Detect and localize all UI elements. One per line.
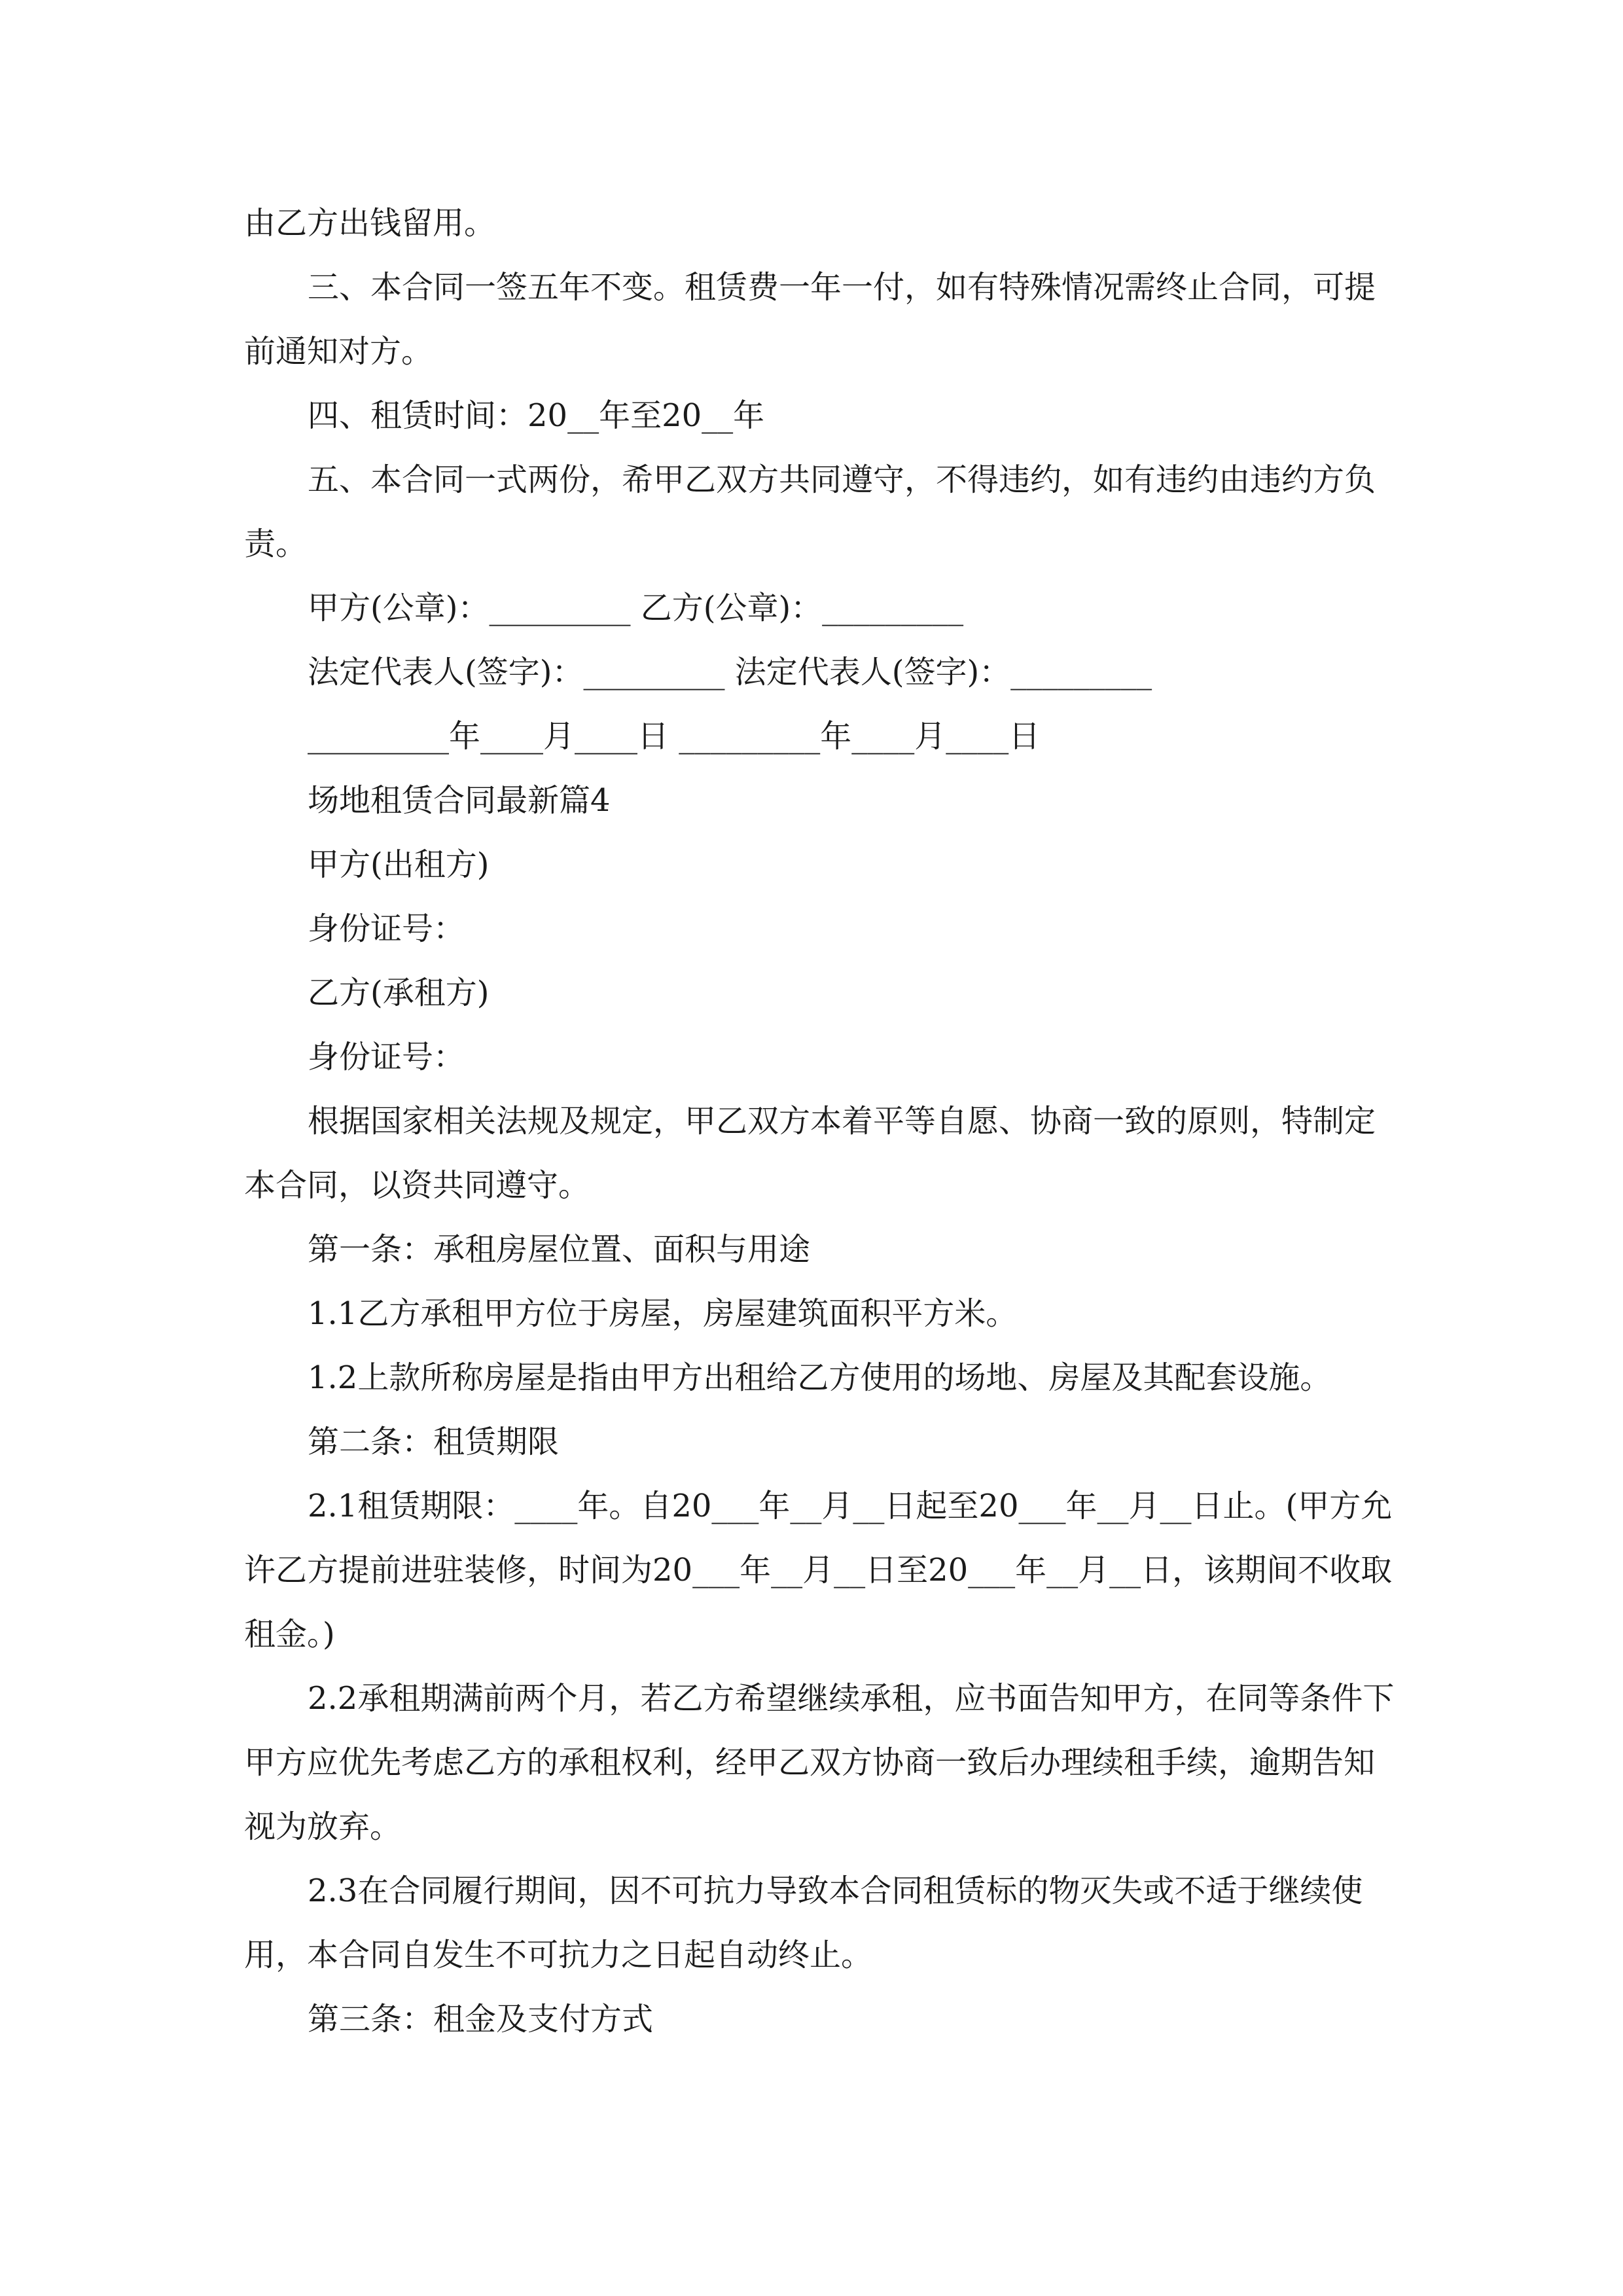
clause-five: 五、本合同一式两份，希甲乙双方共同遵守，不得违约，如有违约由违约方负责。 <box>244 461 1376 562</box>
article-1-1: 1.1乙方承租甲方位于房屋，房屋建筑面积平方米。 <box>308 1295 1018 1332</box>
party-b-label: 乙方(承租方) <box>308 975 490 1011</box>
party-a-label: 甲方(出租方) <box>308 846 490 883</box>
section-title: 场地租赁合同最新篇4 <box>308 782 611 819</box>
date-line: _________年____月____日 _________年____月____日 <box>308 718 1041 755</box>
preamble: 根据国家相关法规及规定，甲乙双方本着平等自愿、协商一致的原则，特制定本合同，以资共同遵守。 <box>244 1103 1376 1204</box>
article-2-3: 2.3在合同履行期间，因不可抗力导致本合同租赁标的物灭失或不适于继续使用，本合同自发生不可抗力之日起自动终止。 <box>244 1873 1363 1973</box>
article-2-1: 2.1租赁期限：____年。自20___年__月__日起至20___年__月__日止。(甲方允许乙方提前进驻装修，时间为20___年__月__日至20___年__月__日，该期间不收取租金。) <box>244 1488 1393 1653</box>
article-one-title: 第一条：承租房屋位置、面积与用途 <box>308 1231 811 1268</box>
clause-three: 三、本合同一签五年不变。租赁费一年一付，如有特殊情况需终止合同，可提前通知对方。 <box>244 269 1376 370</box>
seal-line: 甲方(公章)：_________ 乙方(公章)：_________ <box>308 590 964 626</box>
document-body <box>244 191 1396 2051</box>
party-b-id-label: 身份证号： <box>308 1039 465 1075</box>
article-1-2: 1.2上款所称房屋是指由甲方出租给乙方使用的场地、房屋及其配套设施。 <box>308 1359 1332 1396</box>
paragraph-continuation: 由乙方出钱留用。 <box>244 205 496 242</box>
article-2-2: 2.2承租期满前两个月，若乙方希望继续承租，应书面告知甲方，在同等条件下甲方应优先考虑乙方的承租权利，经甲乙双方协商一致后办理续租手续，逾期告知视为放弃。 <box>244 1680 1395 1845</box>
article-three-title: 第三条：租金及支付方式 <box>308 2001 654 2037</box>
clause-four-lease-time: 四、租赁时间：20__年至20__年 <box>308 397 765 434</box>
representative-signature-line: 法定代表人(签字)：_________ 法定代表人(签字)：_________ <box>308 654 1152 691</box>
article-two-title: 第二条：租赁期限 <box>308 1424 560 1460</box>
party-a-id-label: 身份证号： <box>308 910 465 947</box>
